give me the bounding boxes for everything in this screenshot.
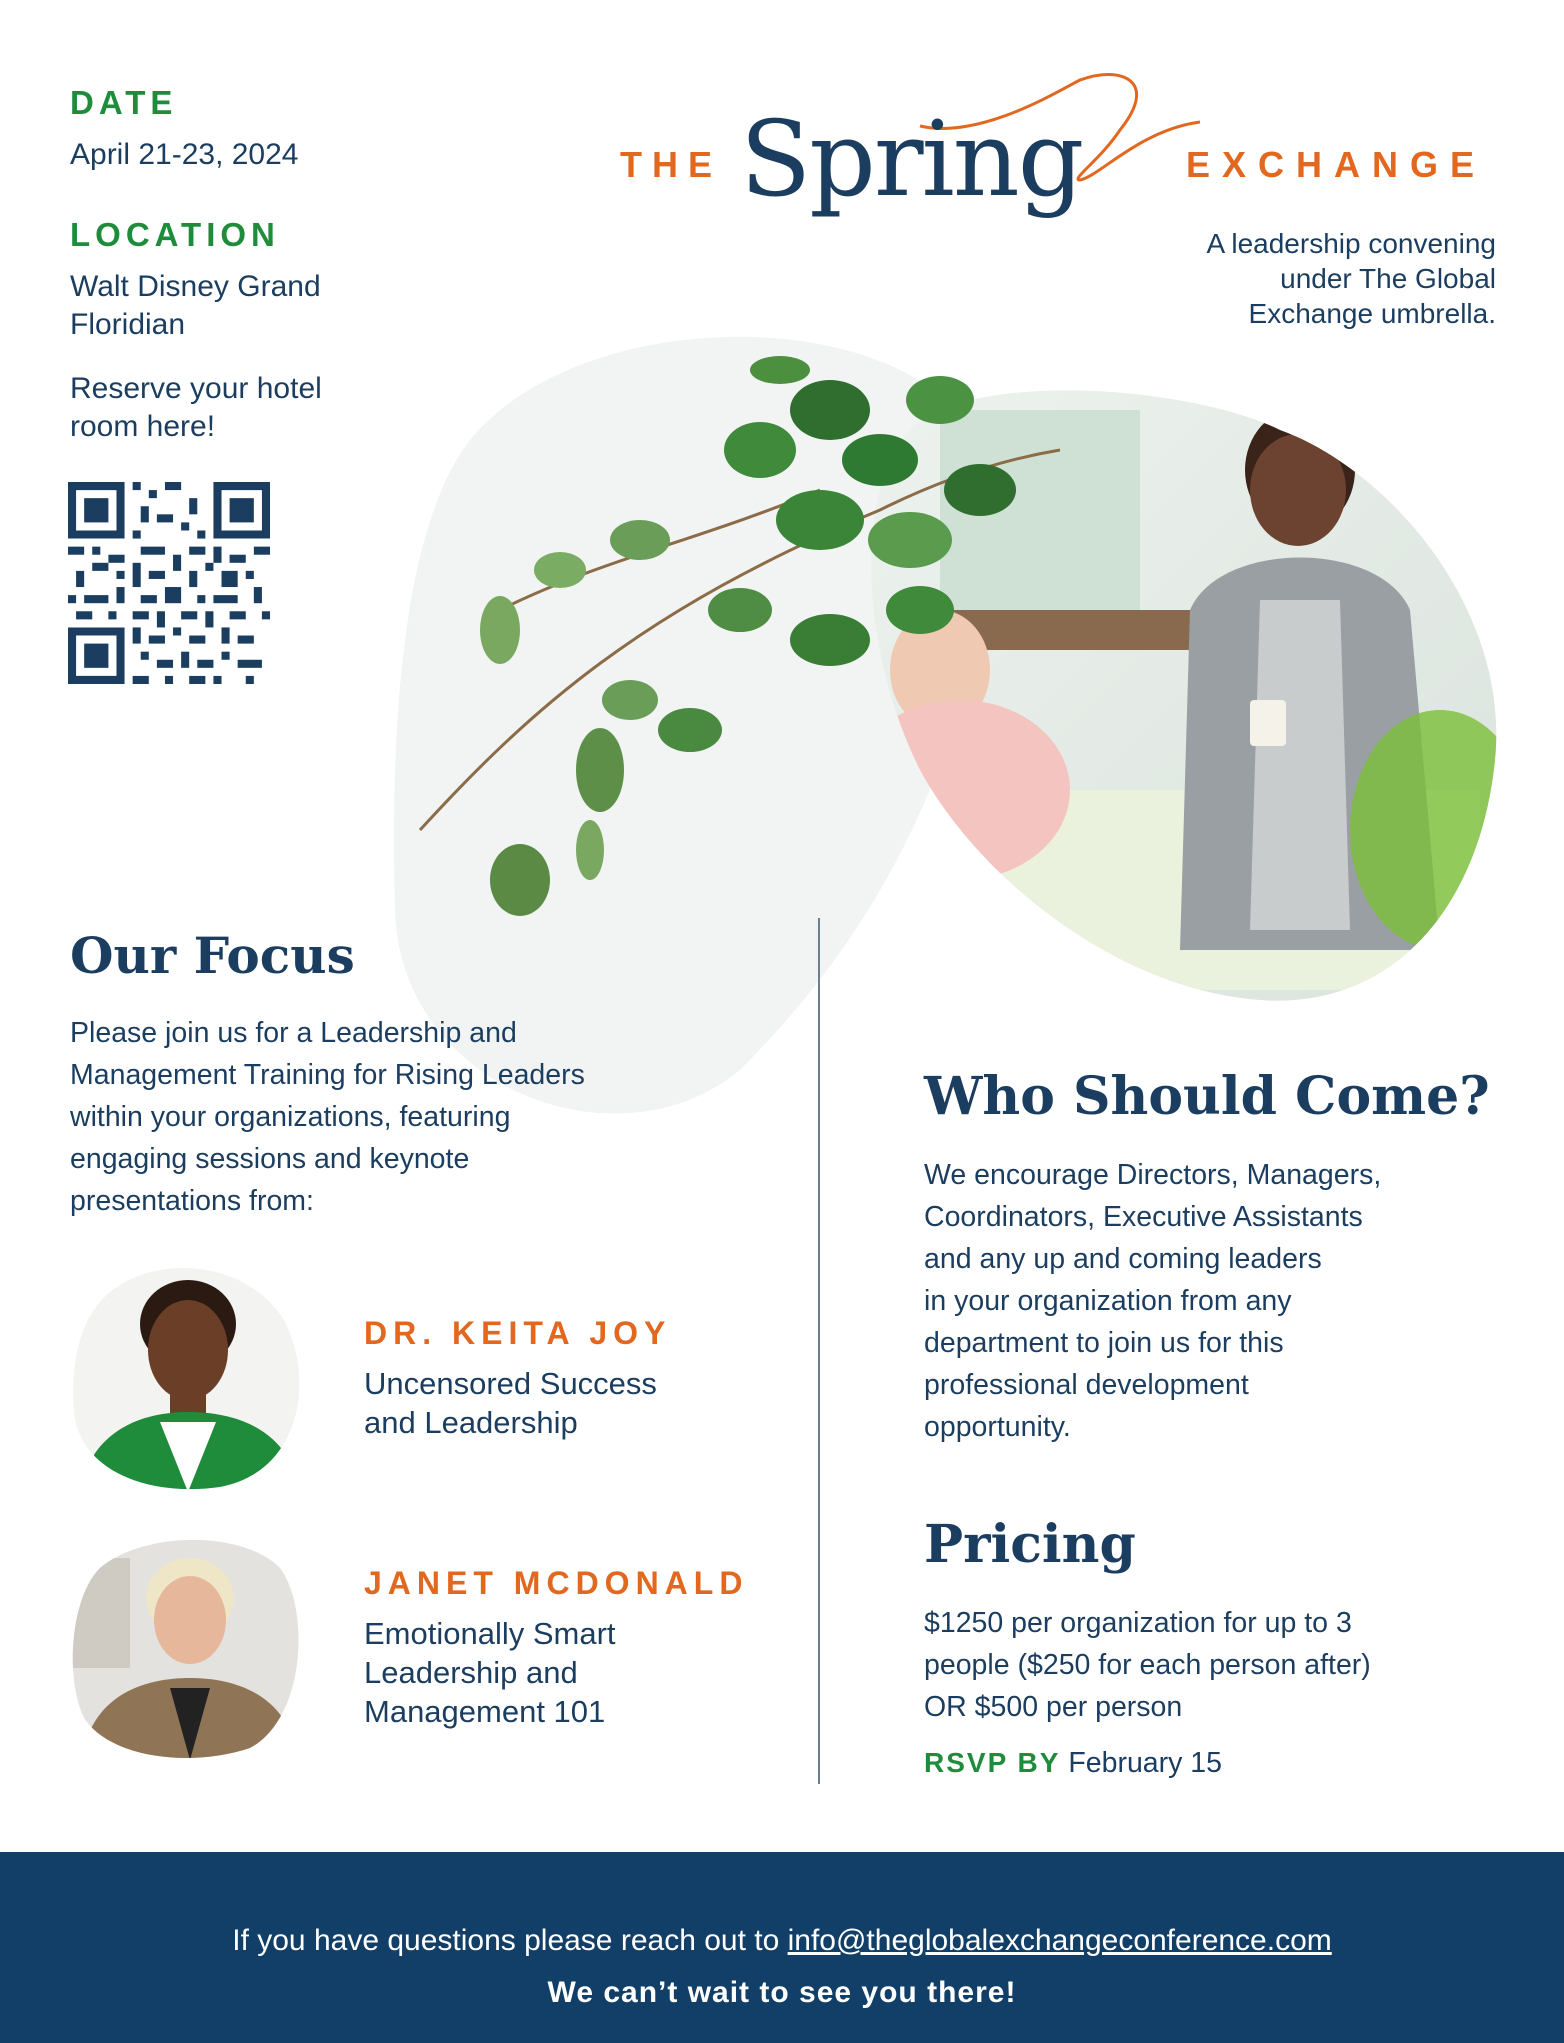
speaker-1-talk-line: and Leadership	[364, 1405, 578, 1440]
footer-question-text: If you have questions please reach out to	[232, 1924, 780, 1957]
footer-contact	[0, 1924, 1564, 1958]
speaker-2-name: JANET MCDONALD	[364, 1565, 749, 1601]
title-exchange: EXCHANGE	[1186, 144, 1487, 185]
title-the: THE	[620, 144, 722, 185]
tagline-line-2: under The Global	[1280, 263, 1496, 294]
location-line-1: Walt Disney Grand	[70, 270, 321, 303]
tagline-line-3: Exchange umbrella.	[1248, 298, 1496, 329]
focus-heading: Our Focus	[70, 926, 355, 985]
focus-line: presentations from:	[70, 1185, 314, 1217]
who-line: professional development	[924, 1369, 1249, 1401]
who-line: and any up and coming leaders	[924, 1243, 1322, 1275]
focus-line: engaging sessions and keynote	[70, 1143, 470, 1175]
who-line: opportunity.	[924, 1411, 1071, 1443]
who-line: We encourage Directors, Managers,	[924, 1159, 1382, 1191]
speaker-1-name: DR. KEITA JOY	[364, 1315, 672, 1351]
title-spring: Spring	[740, 98, 1083, 220]
hero-image	[380, 310, 1510, 1130]
office-photo-icon	[820, 350, 1510, 1050]
who-line: department to join us for this	[924, 1327, 1284, 1359]
tagline-line-1: A leadership convening	[1206, 228, 1496, 259]
focus-line: within your organizations, featuring	[70, 1101, 511, 1133]
who-line: in your organization from any	[924, 1285, 1292, 1317]
hotel-link-line-2[interactable]: room here!	[70, 410, 216, 443]
rsvp-date: February 15	[1068, 1747, 1223, 1779]
focus-line: Please join us for a Leadership and	[70, 1017, 517, 1049]
rsvp-label: RSVP BY	[924, 1747, 1061, 1778]
event-title	[560, 70, 1530, 250]
speaker-2-talk-line: Emotionally Smart	[364, 1616, 616, 1651]
date-label: DATE	[70, 84, 178, 121]
date-value: April 21-23, 2024	[70, 138, 299, 171]
pricing-line: OR $500 per person	[924, 1691, 1183, 1723]
speaker-1-talk	[364, 1364, 657, 1442]
who-heading: Who Should Come?	[924, 1066, 1490, 1127]
pricing-heading: Pricing	[924, 1514, 1136, 1575]
who-line: Coordinators, Executive Assistants	[924, 1201, 1363, 1233]
pricing-details	[924, 1602, 1371, 1728]
location-line-2: Floridian	[70, 308, 186, 341]
speaker-1-portrait-icon	[70, 1262, 306, 1492]
focus-line: Management Training for Rising Leaders	[70, 1059, 585, 1091]
column-divider	[818, 918, 820, 1784]
footer-closing: We can’t wait to see you there!	[547, 1976, 1017, 2009]
who-description	[924, 1154, 1381, 1448]
pricing-line: $1250 per organization for up to 3	[924, 1607, 1352, 1639]
hotel-qr-code[interactable]	[68, 482, 270, 684]
pricing-line: people ($250 for each person after)	[924, 1649, 1371, 1681]
hotel-link-line-1[interactable]: Reserve your hotel	[70, 372, 322, 405]
location-label: LOCATION	[70, 216, 280, 253]
footer	[0, 1852, 1564, 2043]
speaker-2-talk	[364, 1614, 616, 1731]
focus-description	[70, 1012, 585, 1222]
speaker-1-talk-line: Uncensored Success	[364, 1366, 657, 1401]
qr-code-icon	[68, 482, 270, 684]
speaker-2-talk-line: Management 101	[364, 1694, 606, 1729]
speaker-2-portrait-icon	[70, 1528, 306, 1760]
rsvp-line	[924, 1744, 1222, 1782]
speaker-2-talk-line: Leadership and	[364, 1655, 578, 1690]
contact-email-link[interactable]: info@theglobalexchangeconference.com	[787, 1924, 1332, 1957]
